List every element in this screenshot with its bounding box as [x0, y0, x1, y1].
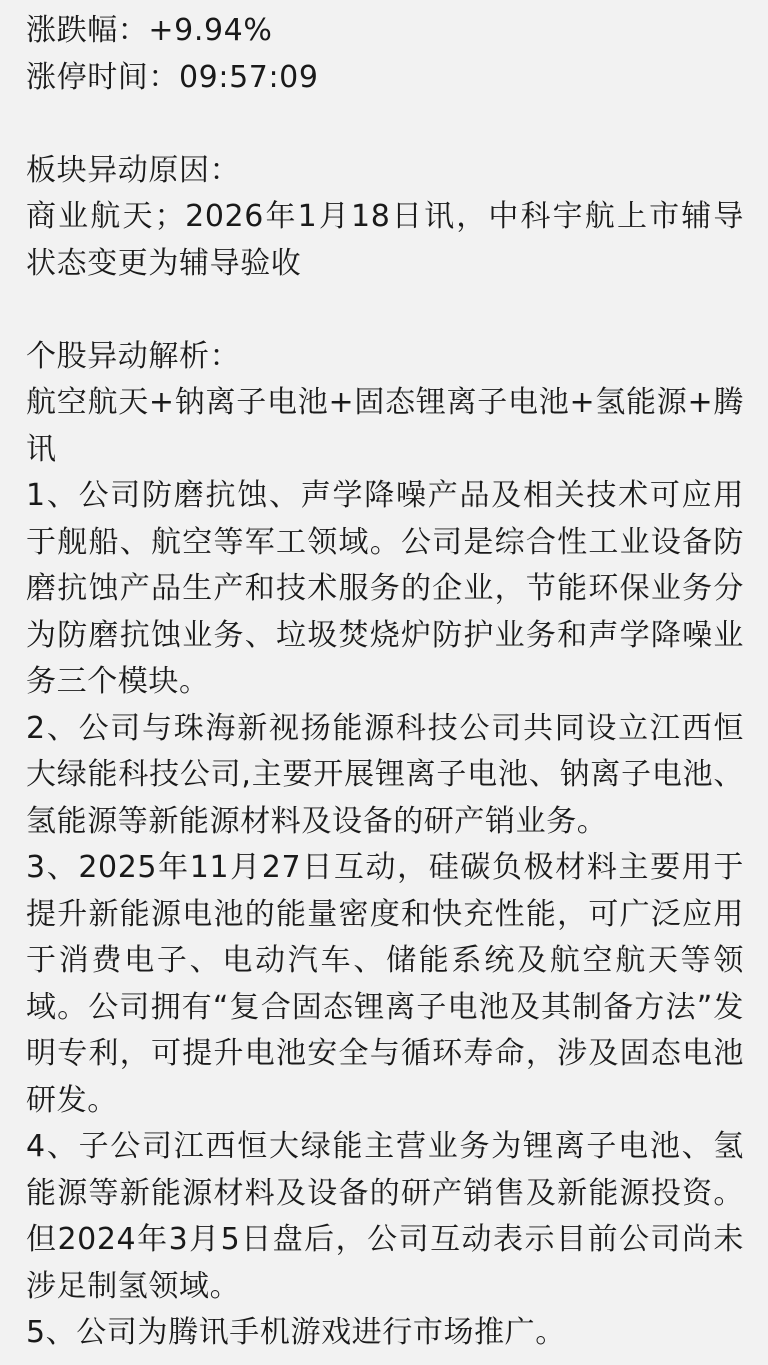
sector-heading: 板块异动原因：	[26, 152, 241, 188]
stock-tags: 航空航天+钠离子电池+固态锂离子电池+氢能源+腾讯	[26, 385, 744, 467]
limit-up-time-row	[26, 55, 746, 102]
limit-up-time-label: 涨停时间：	[26, 59, 179, 95]
analysis-point-5: 5、公司为腾讯手机游戏进行市场推广。	[26, 1315, 566, 1350]
analysis-point-2: 2、公司与珠海新视扬能源科技公司共同设立江西恒大绿能科技公司,主要开展锂离子电池、钠离子电池、氢能源等新能源材料及设备的研产销业务。	[26, 710, 744, 839]
sector-reason: 商业航天；2026年1月18日讯，中科宇航上市辅导状态变更为辅导验收	[26, 199, 744, 281]
analysis-point-3: 3、2025年11月27日互动，硅碳负极材料主要用于提升新能源电池的能量密度和快充性能，可广泛应用于消费电子、电动汽车、储能系统及航空航天等领域。公司拥有“复合固态锂离子电池及其制备方法”发明专利，可提升电池安全与循环寿命，涉及固态电池研发。	[26, 850, 744, 1118]
spacer	[26, 101, 746, 148]
change-value: +9.94%	[148, 13, 273, 48]
spacer	[26, 287, 746, 334]
change-label: 涨跌幅：	[26, 13, 149, 48]
analysis-point-4: 4、子公司江西恒大绿能主营业务为锂离子电池、氢能源等新能源材料及设备的研产销售及新能源投资。 但2024年3月5日盘后，公司互动表示目前公司尚未涉足制氢领域。	[26, 1129, 744, 1304]
limit-up-time-value: 09:57:09	[179, 59, 319, 95]
change-row	[26, 8, 746, 55]
article-body	[26, 8, 746, 1357]
stock-heading: 个股异动解析：	[26, 338, 241, 374]
analysis-point-1: 1、公司防磨抗蚀、声学降噪产品及相关技术可应用于舰船、航空等军工领域。公司是综合性工业设备防磨抗蚀产品生产和技术服务的企业，节能环保业务分为防磨抗蚀业务、垃圾焚烧炉防护业务和声学降噪业务三个模块。	[26, 478, 744, 699]
